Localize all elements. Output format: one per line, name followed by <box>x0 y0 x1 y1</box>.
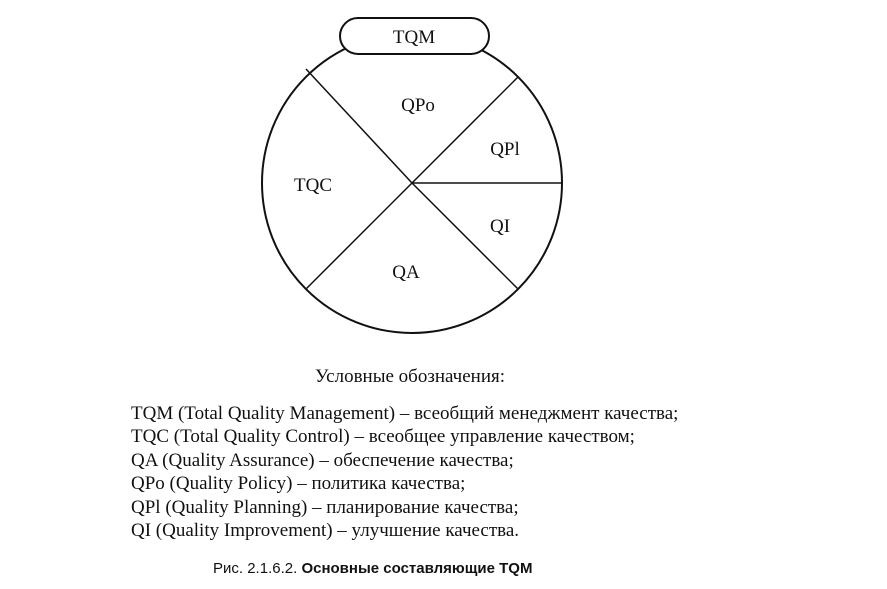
legend-item-qpl: QPl (Quality Planning) – планирование качества; <box>131 496 519 518</box>
caption-title: Основные составляющие TQM <box>301 560 533 577</box>
segment-label-qa: QA <box>392 262 420 283</box>
legend-item-qpo: QPo (Quality Policy) – политика качества; <box>131 473 466 495</box>
segment-label-qpo: QPo <box>401 95 435 116</box>
legend-item-tqm: TQM (Total Quality Management) – всеобщий менеджмент качества; <box>131 403 679 424</box>
legend-list <box>131 402 678 542</box>
segment-label-tqc: TQC <box>294 175 332 196</box>
figure-caption <box>213 560 532 577</box>
caption-prefix: Рис. 2.1.6.2. <box>213 560 298 577</box>
legend-item-qa: QA (Quality Assurance) – обеспечение качества; <box>131 449 514 471</box>
segment-label-qi: QI <box>489 216 511 237</box>
legend-title: Условные обозначения: <box>315 366 506 387</box>
tqm-top-label: TQM <box>392 27 436 48</box>
legend-item-qi: QI (Quality Improvement) – улучшение качества. <box>131 520 520 542</box>
segment-label-qpl: QPl <box>490 139 520 160</box>
legend-item-tqc: TQC (Total Quality Control) – всеобщее управление качеством; <box>131 426 635 448</box>
